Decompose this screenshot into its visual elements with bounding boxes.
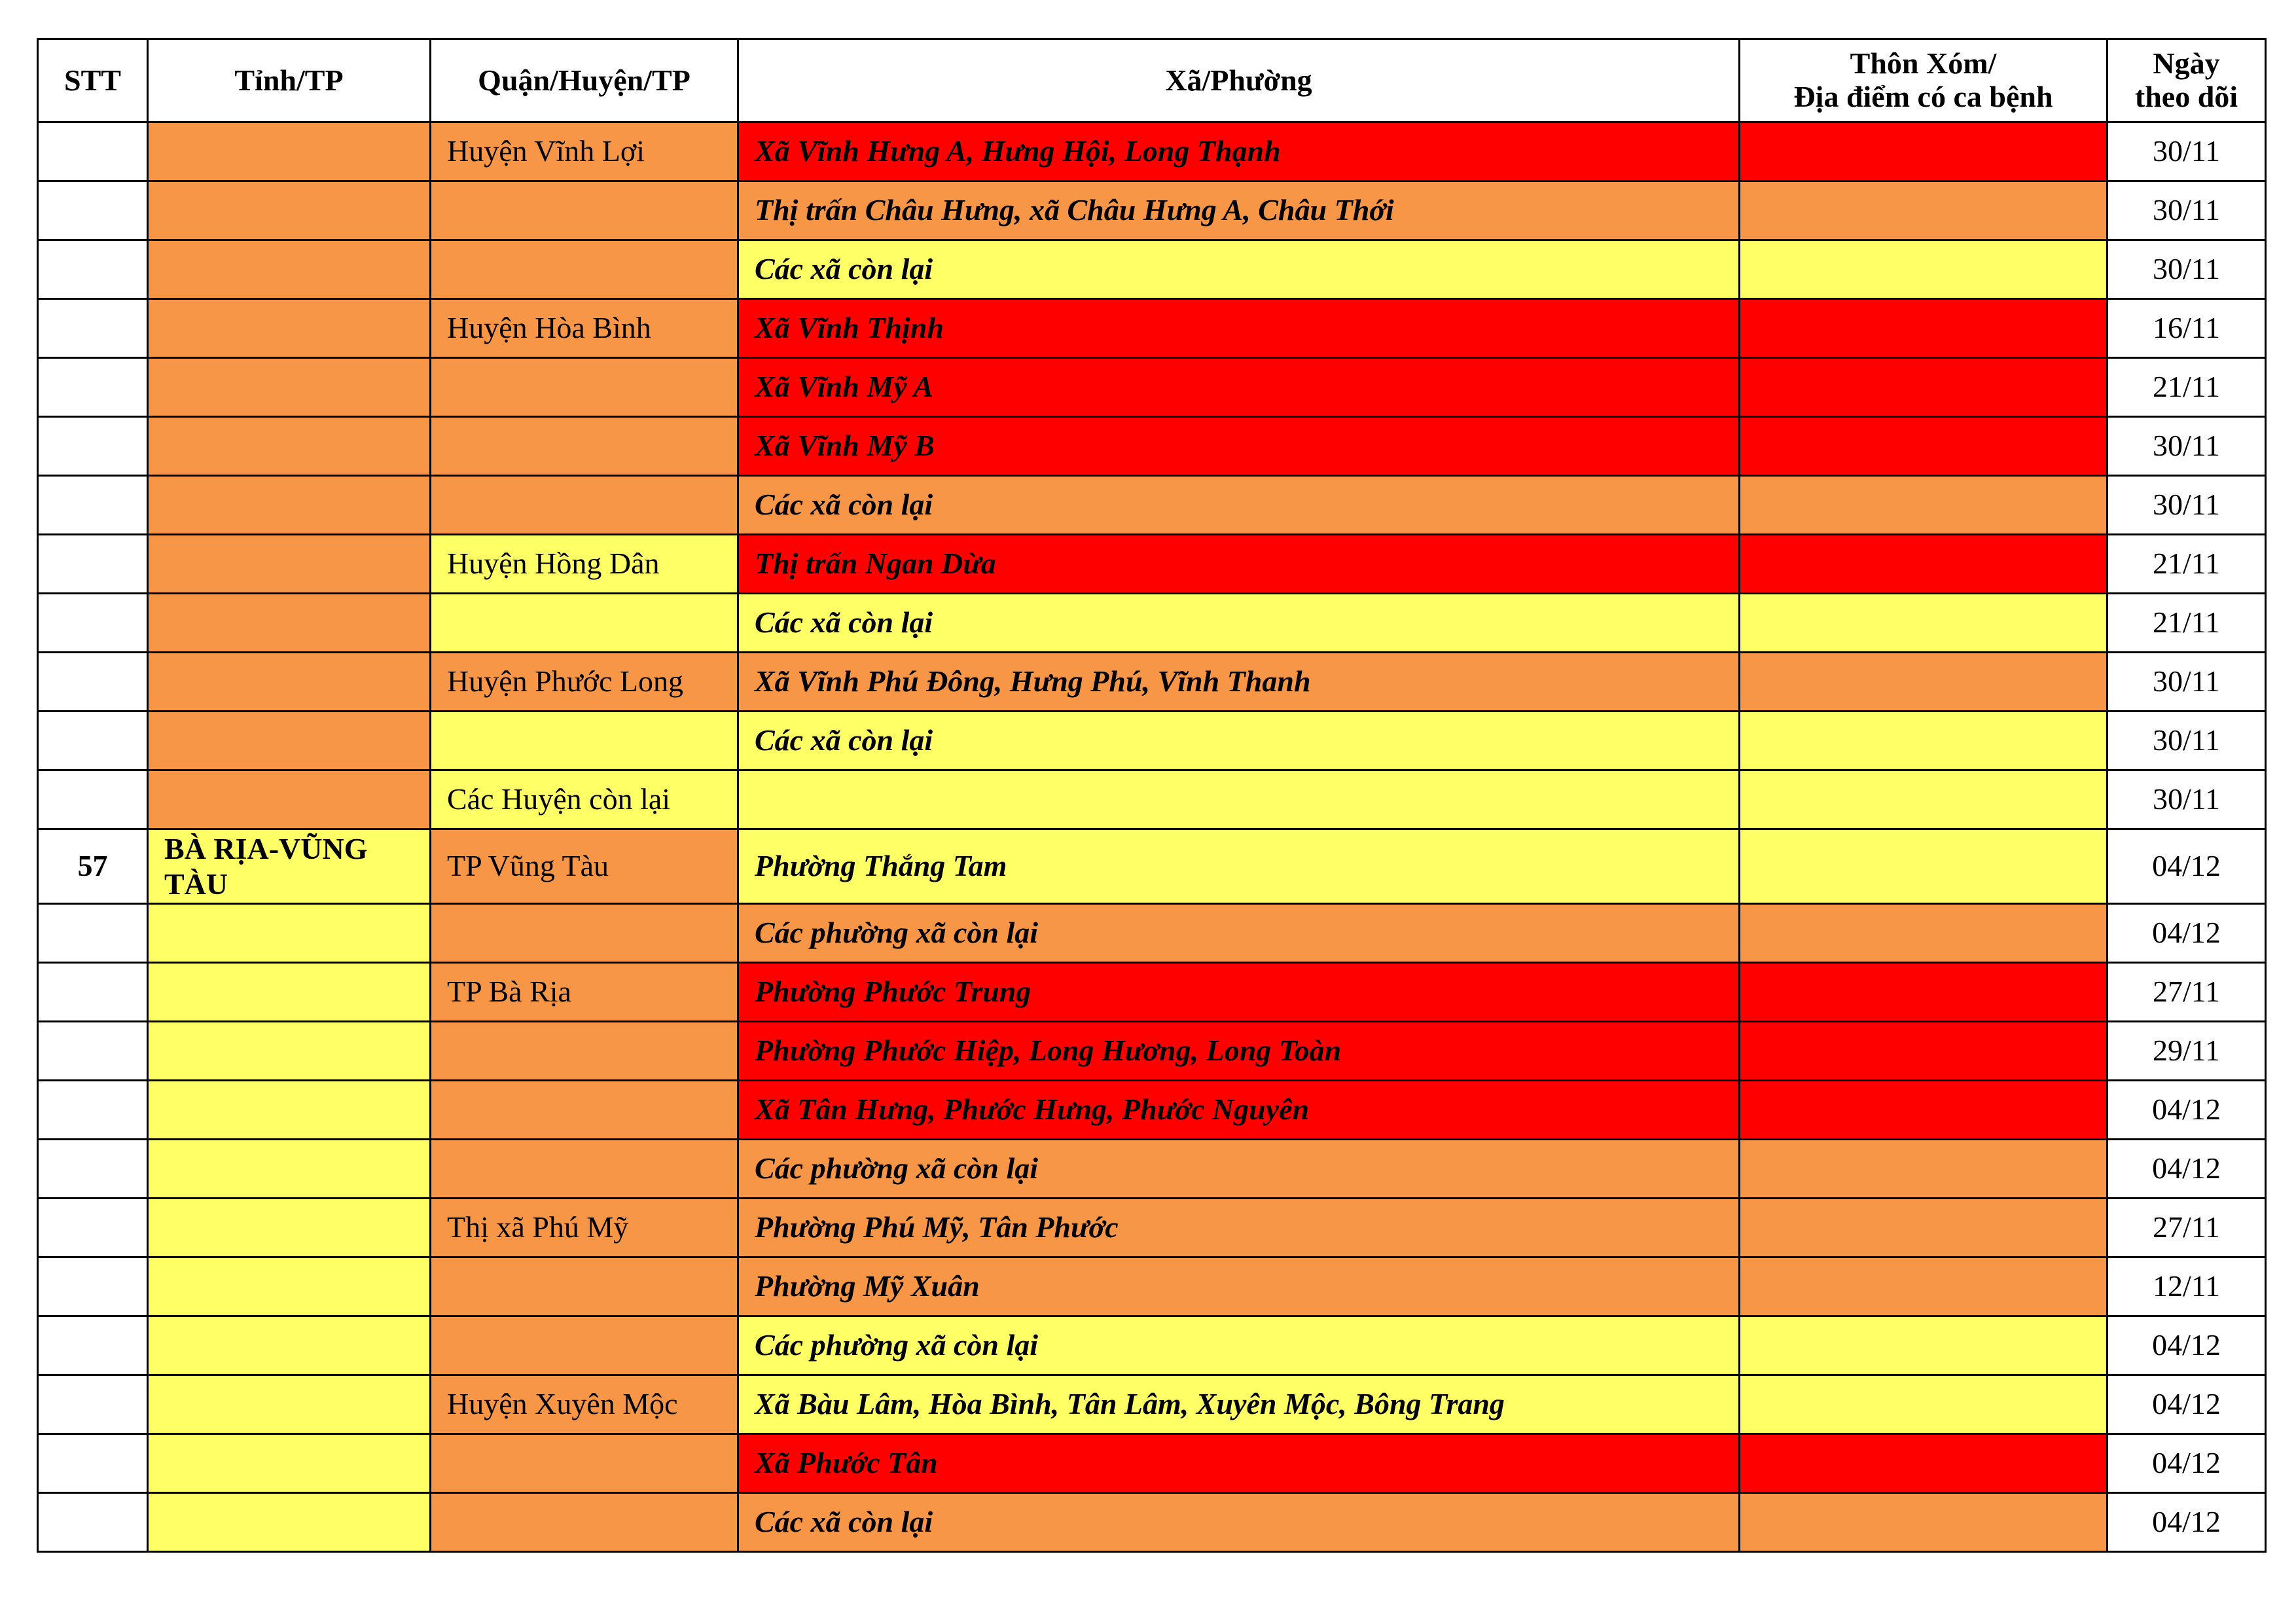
cell-date: 04/12 bbox=[2108, 1140, 2266, 1199]
table-row bbox=[38, 1493, 2266, 1552]
cell-location bbox=[1740, 1199, 2108, 1257]
header-quan: Quận/Huyện/TP bbox=[431, 39, 738, 122]
cell-ward: Xã Tân Hưng, Phước Hưng, Phước Nguyên bbox=[738, 1081, 1740, 1140]
cell-location bbox=[1740, 1081, 2108, 1140]
cell-district bbox=[431, 1434, 738, 1493]
cell-location bbox=[1740, 417, 2108, 476]
cell-stt bbox=[38, 299, 148, 358]
cell-date: 04/12 bbox=[2108, 1316, 2266, 1375]
cell-district bbox=[431, 594, 738, 653]
cell-district: TP Vũng Tàu bbox=[431, 829, 738, 904]
cell-district: Huyện Phước Long bbox=[431, 653, 738, 712]
cell-province bbox=[148, 653, 431, 712]
cell-province bbox=[148, 1140, 431, 1199]
cell-date: 21/11 bbox=[2108, 594, 2266, 653]
cell-date: 30/11 bbox=[2108, 712, 2266, 770]
cell-location bbox=[1740, 1257, 2108, 1316]
cell-location bbox=[1740, 1140, 2108, 1199]
cell-ward: Phường Phước Hiệp, Long Hương, Long Toàn bbox=[738, 1022, 1740, 1081]
cell-ward: Các xã còn lại bbox=[738, 240, 1740, 299]
cell-location bbox=[1740, 476, 2108, 535]
cell-location bbox=[1740, 240, 2108, 299]
cell-ward: Các xã còn lại bbox=[738, 476, 1740, 535]
table-row bbox=[38, 1316, 2266, 1375]
cell-stt bbox=[38, 712, 148, 770]
table-row bbox=[38, 829, 2266, 904]
cell-ward: Xã Vĩnh Phú Đông, Hưng Phú, Vĩnh Thanh bbox=[738, 653, 1740, 712]
table-row bbox=[38, 1081, 2266, 1140]
cell-province bbox=[148, 1022, 431, 1081]
cell-district: Thị xã Phú Mỹ bbox=[431, 1199, 738, 1257]
table-row bbox=[38, 417, 2266, 476]
cell-ward: Phường Thắng Tam bbox=[738, 829, 1740, 904]
table-row bbox=[38, 963, 2266, 1022]
cell-stt bbox=[38, 1257, 148, 1316]
table-row bbox=[38, 476, 2266, 535]
cell-province bbox=[148, 358, 431, 417]
table-row bbox=[38, 1257, 2266, 1316]
cell-date: 29/11 bbox=[2108, 1022, 2266, 1081]
cell-stt bbox=[38, 1140, 148, 1199]
cell-stt bbox=[38, 122, 148, 181]
table-row bbox=[38, 712, 2266, 770]
cell-ward: Xã Vĩnh Hưng A, Hưng Hội, Long Thạnh bbox=[738, 122, 1740, 181]
header-tinh: Tỉnh/TP bbox=[148, 39, 431, 122]
cell-district bbox=[431, 476, 738, 535]
cell-province bbox=[148, 904, 431, 963]
cell-district bbox=[431, 1140, 738, 1199]
cell-district bbox=[431, 181, 738, 240]
cell-ward: Thị trấn Châu Hưng, xã Châu Hưng A, Châu Thới bbox=[738, 181, 1740, 240]
cell-stt bbox=[38, 963, 148, 1022]
cell-province bbox=[148, 1434, 431, 1493]
cell-date: 04/12 bbox=[2108, 829, 2266, 904]
cell-stt bbox=[38, 904, 148, 963]
cell-province bbox=[148, 476, 431, 535]
cell-province bbox=[148, 1316, 431, 1375]
cell-ward: Thị trấn Ngan Dừa bbox=[738, 535, 1740, 594]
cell-ward: Phường Phước Trung bbox=[738, 963, 1740, 1022]
cell-date: 30/11 bbox=[2108, 476, 2266, 535]
cell-ward: Các phường xã còn lại bbox=[738, 1316, 1740, 1375]
cell-location bbox=[1740, 122, 2108, 181]
cell-district bbox=[431, 358, 738, 417]
cell-stt bbox=[38, 1022, 148, 1081]
cell-province bbox=[148, 1199, 431, 1257]
cell-ward: Các phường xã còn lại bbox=[738, 1140, 1740, 1199]
table-row bbox=[38, 1199, 2266, 1257]
cell-district bbox=[431, 1022, 738, 1081]
header-row bbox=[38, 39, 2266, 122]
table-row bbox=[38, 240, 2266, 299]
header-thon-line1: Thôn Xóm/ bbox=[1850, 46, 1997, 81]
cell-stt bbox=[38, 1199, 148, 1257]
covid-risk-table bbox=[37, 38, 2267, 1553]
cell-province bbox=[148, 181, 431, 240]
header-ngay-line2: theo dõi bbox=[2134, 80, 2238, 113]
header-thon-line2: Địa điểm có ca bệnh bbox=[1793, 80, 2053, 113]
cell-location bbox=[1740, 181, 2108, 240]
cell-province: BÀ RỊA-VŨNG TÀU bbox=[148, 829, 431, 904]
cell-district bbox=[431, 712, 738, 770]
cell-location bbox=[1740, 535, 2108, 594]
cell-district: Huyện Xuyên Mộc bbox=[431, 1375, 738, 1434]
cell-stt bbox=[38, 1081, 148, 1140]
table-row bbox=[38, 904, 2266, 963]
cell-date: 04/12 bbox=[2108, 904, 2266, 963]
cell-stt bbox=[38, 1316, 148, 1375]
cell-ward: Phường Mỹ Xuân bbox=[738, 1257, 1740, 1316]
cell-stt bbox=[38, 476, 148, 535]
cell-province bbox=[148, 535, 431, 594]
cell-ward: Xã Vĩnh Thịnh bbox=[738, 299, 1740, 358]
cell-location bbox=[1740, 299, 2108, 358]
cell-province bbox=[148, 770, 431, 829]
header-ngay-line1: Ngày bbox=[2153, 46, 2220, 81]
cell-location bbox=[1740, 829, 2108, 904]
cell-location bbox=[1740, 1493, 2108, 1552]
table-row bbox=[38, 535, 2266, 594]
cell-ward: Xã Vĩnh Mỹ B bbox=[738, 417, 1740, 476]
cell-location bbox=[1740, 653, 2108, 712]
cell-province bbox=[148, 417, 431, 476]
table-row bbox=[38, 770, 2266, 829]
cell-ward: Xã Bàu Lâm, Hòa Bình, Tân Lâm, Xuyên Mộc, Bông Trang bbox=[738, 1375, 1740, 1434]
cell-stt bbox=[38, 181, 148, 240]
cell-location bbox=[1740, 963, 2108, 1022]
cell-date: 21/11 bbox=[2108, 535, 2266, 594]
cell-district bbox=[431, 1493, 738, 1552]
cell-province bbox=[148, 240, 431, 299]
cell-stt bbox=[38, 1375, 148, 1434]
cell-province bbox=[148, 963, 431, 1022]
cell-district bbox=[431, 1316, 738, 1375]
cell-district: Huyện Hồng Dân bbox=[431, 535, 738, 594]
table-row bbox=[38, 1434, 2266, 1493]
cell-province bbox=[148, 1081, 431, 1140]
cell-location bbox=[1740, 904, 2108, 963]
cell-date: 16/11 bbox=[2108, 299, 2266, 358]
cell-stt: 57 bbox=[38, 829, 148, 904]
table-row bbox=[38, 1022, 2266, 1081]
cell-date: 12/11 bbox=[2108, 1257, 2266, 1316]
cell-ward: Xã Phước Tân bbox=[738, 1434, 1740, 1493]
cell-ward: Các phường xã còn lại bbox=[738, 904, 1740, 963]
table-row bbox=[38, 181, 2266, 240]
cell-stt bbox=[38, 535, 148, 594]
cell-stt bbox=[38, 653, 148, 712]
cell-province bbox=[148, 594, 431, 653]
cell-date: 04/12 bbox=[2108, 1493, 2266, 1552]
cell-ward: Các xã còn lại bbox=[738, 712, 1740, 770]
cell-province bbox=[148, 1375, 431, 1434]
cell-province bbox=[148, 1257, 431, 1316]
cell-location bbox=[1740, 1375, 2108, 1434]
cell-date: 27/11 bbox=[2108, 963, 2266, 1022]
table-row bbox=[38, 653, 2266, 712]
header-ngay bbox=[2108, 39, 2266, 122]
cell-location bbox=[1740, 770, 2108, 829]
table-row bbox=[38, 594, 2266, 653]
table-row bbox=[38, 122, 2266, 181]
header-stt: STT bbox=[38, 39, 148, 122]
cell-district: Các Huyện còn lại bbox=[431, 770, 738, 829]
cell-province bbox=[148, 122, 431, 181]
cell-province bbox=[148, 299, 431, 358]
table-body bbox=[38, 122, 2266, 1552]
cell-stt bbox=[38, 240, 148, 299]
cell-location bbox=[1740, 1434, 2108, 1493]
cell-district bbox=[431, 1081, 738, 1140]
cell-stt bbox=[38, 594, 148, 653]
cell-location bbox=[1740, 1316, 2108, 1375]
cell-district: Huyện Vĩnh Lợi bbox=[431, 122, 738, 181]
cell-location bbox=[1740, 712, 2108, 770]
cell-date: 30/11 bbox=[2108, 181, 2266, 240]
cell-date: 04/12 bbox=[2108, 1434, 2266, 1493]
cell-ward: Xã Vĩnh Mỹ A bbox=[738, 358, 1740, 417]
cell-stt bbox=[38, 1434, 148, 1493]
cell-date: 30/11 bbox=[2108, 653, 2266, 712]
cell-stt bbox=[38, 358, 148, 417]
table-row bbox=[38, 299, 2266, 358]
cell-stt bbox=[38, 770, 148, 829]
cell-province bbox=[148, 712, 431, 770]
cell-date: 30/11 bbox=[2108, 417, 2266, 476]
cell-ward: Các xã còn lại bbox=[738, 594, 1740, 653]
cell-district bbox=[431, 904, 738, 963]
table-row bbox=[38, 358, 2266, 417]
table-row bbox=[38, 1140, 2266, 1199]
cell-district bbox=[431, 240, 738, 299]
cell-district bbox=[431, 1257, 738, 1316]
cell-ward bbox=[738, 770, 1740, 829]
cell-district: TP Bà Rịa bbox=[431, 963, 738, 1022]
cell-date: 04/12 bbox=[2108, 1375, 2266, 1434]
cell-ward: Phường Phú Mỹ, Tân Phước bbox=[738, 1199, 1740, 1257]
header-thon bbox=[1740, 39, 2108, 122]
table-row bbox=[38, 1375, 2266, 1434]
cell-location bbox=[1740, 1022, 2108, 1081]
cell-province bbox=[148, 1493, 431, 1552]
cell-date: 30/11 bbox=[2108, 122, 2266, 181]
cell-location bbox=[1740, 594, 2108, 653]
cell-date: 04/12 bbox=[2108, 1081, 2266, 1140]
cell-date: 27/11 bbox=[2108, 1199, 2266, 1257]
cell-location bbox=[1740, 358, 2108, 417]
cell-date: 21/11 bbox=[2108, 358, 2266, 417]
cell-stt bbox=[38, 417, 148, 476]
cell-stt bbox=[38, 1493, 148, 1552]
cell-ward: Các xã còn lại bbox=[738, 1493, 1740, 1552]
cell-district: Huyện Hòa Bình bbox=[431, 299, 738, 358]
header-xa: Xã/Phường bbox=[738, 39, 1740, 122]
cell-district bbox=[431, 417, 738, 476]
cell-date: 30/11 bbox=[2108, 770, 2266, 829]
cell-date: 30/11 bbox=[2108, 240, 2266, 299]
